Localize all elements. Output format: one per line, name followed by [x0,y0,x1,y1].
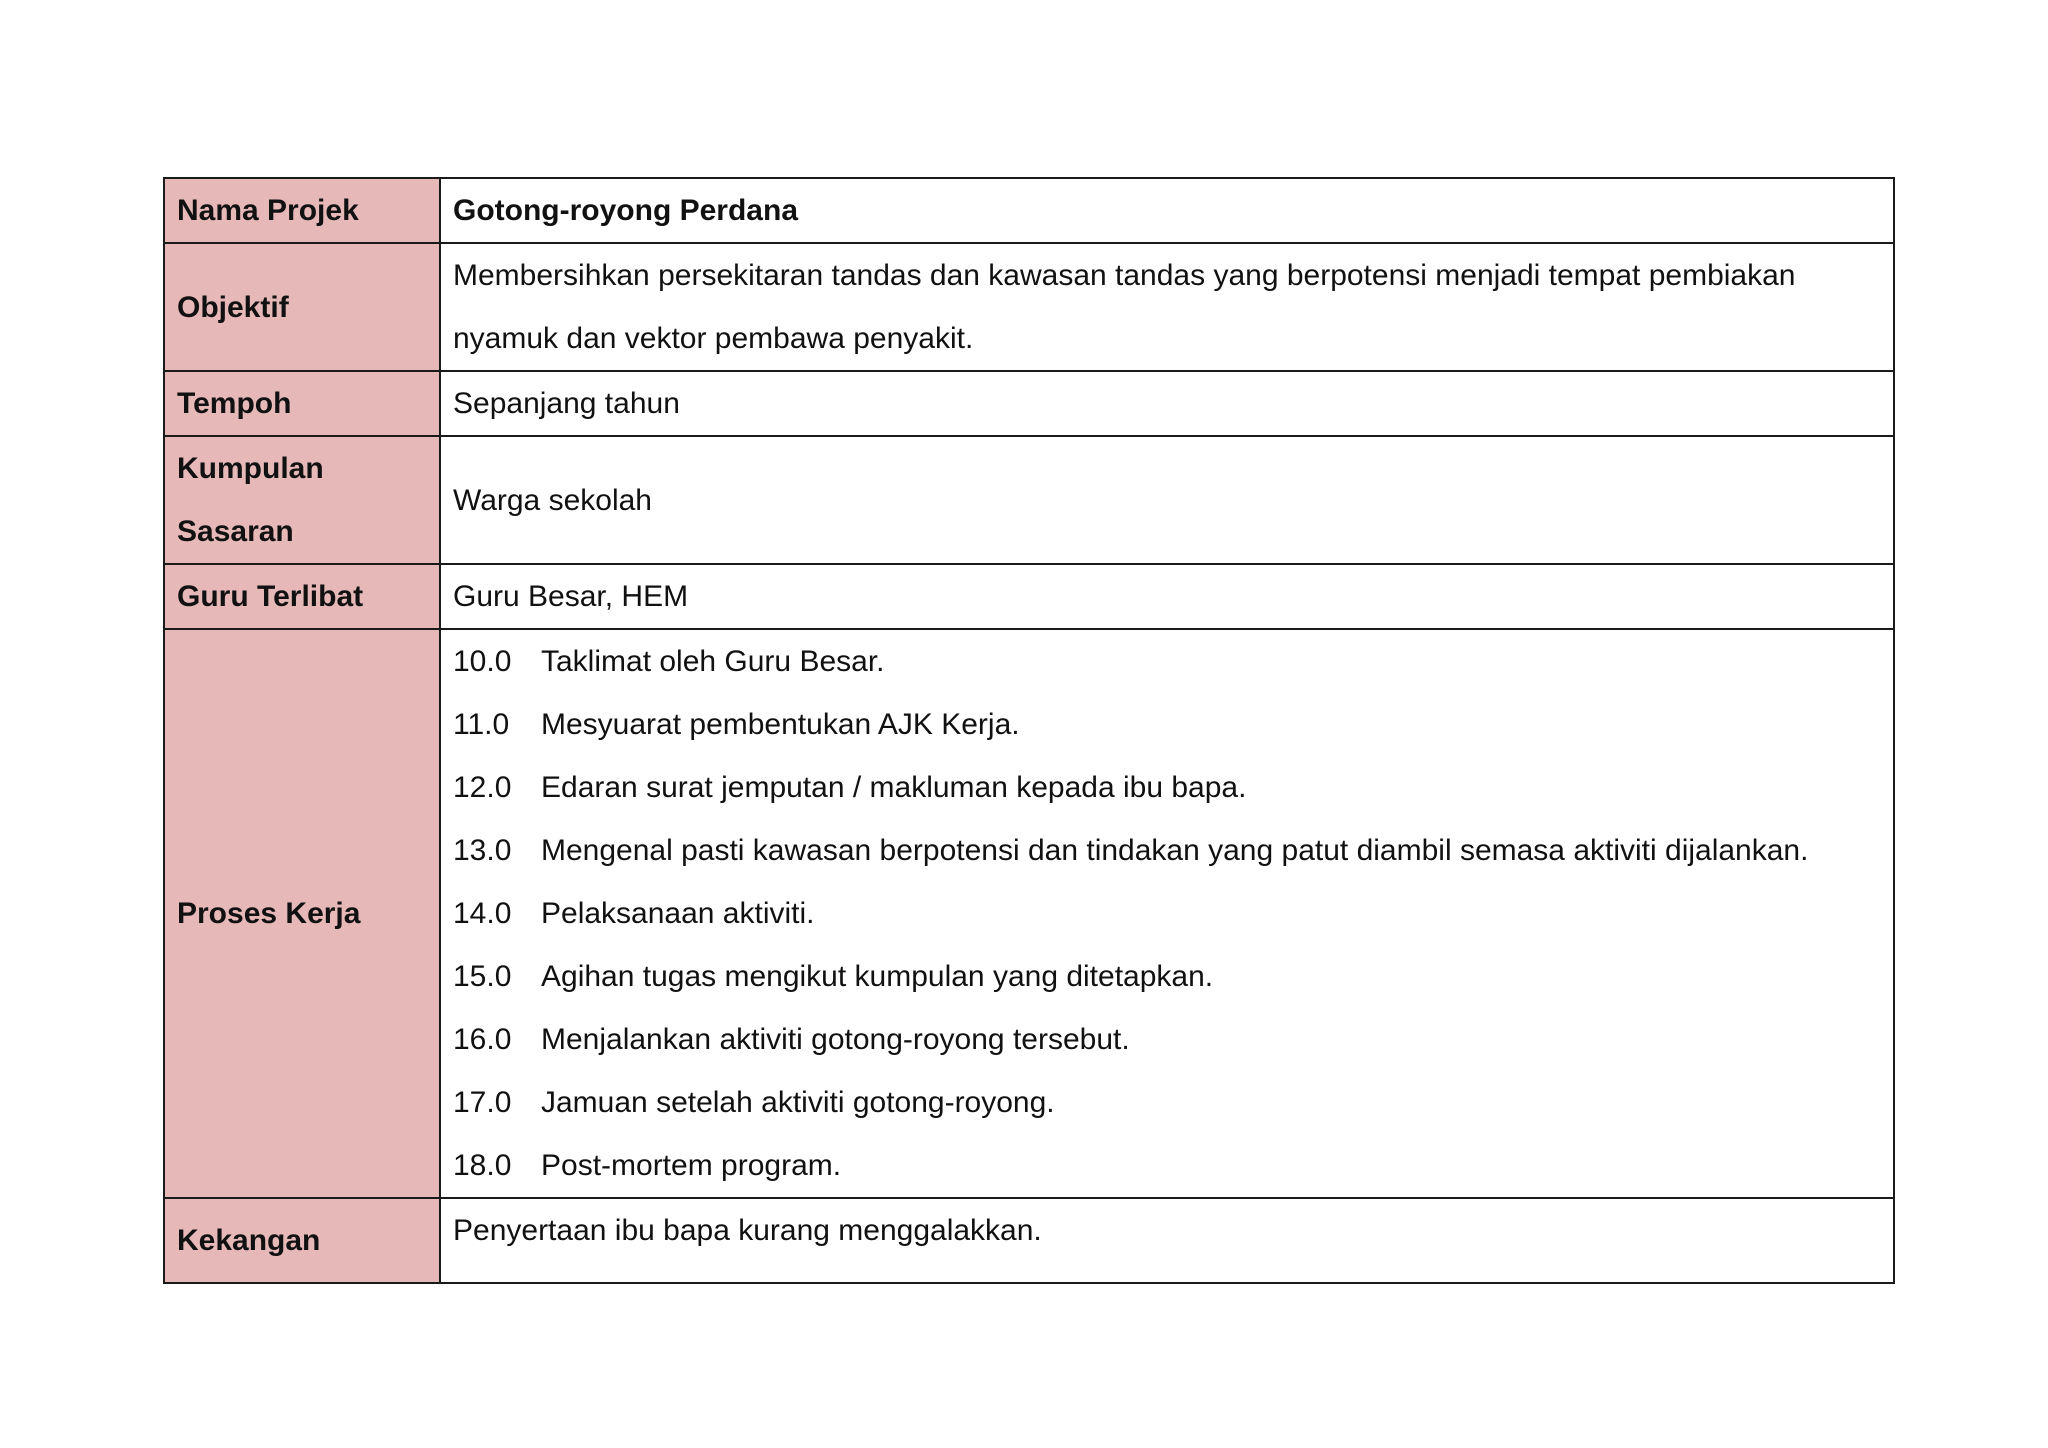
step-text: Edaran surat jemputan / makluman kepada ibu bapa. [541,771,1247,804]
step-number: 14.0 [453,897,512,930]
list-item [453,882,1881,945]
step-number: 11.0 [453,708,510,741]
step-text: Jamuan setelah aktiviti gotong-royong. [541,1086,1055,1119]
row-kumpulan-sasaran [164,436,1894,564]
step-number: 12.0 [453,771,512,804]
step-text: Pelaksanaan aktiviti. [541,897,815,930]
row-guru-terlibat [164,564,1894,629]
step-text: Mengenal pasti kawasan berpotensi dan tindakan yang patut diambil semasa aktiviti dijalankan. [541,834,1809,867]
value-tempoh: Sepanjang tahun [440,371,1894,436]
label-kumpulan-line1: Kumpulan [177,452,324,485]
label-tempoh: Tempoh [164,371,440,436]
row-nama-projek [164,178,1894,243]
step-text: Mesyuarat pembentukan AJK Kerja. [541,708,1020,741]
label-guru-terlibat: Guru Terlibat [164,564,440,629]
row-proses-kerja [164,629,1894,1198]
list-item [453,630,1881,693]
step-text: Post-mortem program. [541,1149,842,1182]
step-number: 13.0 [453,834,512,867]
label-nama-projek: Nama Projek [164,178,440,243]
step-text: Agihan tugas mengikut kumpulan yang ditetapkan. [541,960,1214,993]
list-item [453,945,1881,1008]
label-kekangan: Kekangan [164,1198,440,1283]
list-item [453,756,1881,819]
list-item [453,819,1881,882]
row-objektif [164,243,1894,371]
step-number: 16.0 [453,1023,512,1056]
label-kumpulan-sasaran [164,436,440,564]
value-kekangan: Penyertaan ibu bapa kurang menggalakkan. [440,1198,1894,1283]
project-info-table [163,177,1895,1284]
list-item [453,1008,1881,1071]
value-proses-kerja [440,629,1894,1198]
list-item [453,1134,1881,1197]
step-number: 15.0 [453,960,512,993]
label-proses-kerja: Proses Kerja [164,629,440,1198]
step-number: 18.0 [453,1149,512,1182]
row-kekangan [164,1198,1894,1283]
value-nama-projek: Gotong-royong Perdana [440,178,1894,243]
step-number: 17.0 [453,1086,512,1119]
value-guru-terlibat: Guru Besar, HEM [440,564,1894,629]
value-objektif: Membersihkan persekitaran tandas dan kawasan tandas yang berpotensi menjadi tempat pembiakan nyamuk dan vektor pembawa penyakit. [440,243,1894,371]
label-kumpulan-line2: Sasaran [177,515,294,548]
step-text: Taklimat oleh Guru Besar. [541,645,885,678]
list-item [453,1071,1881,1134]
proses-steps-list [453,630,1881,1197]
list-item [453,693,1881,756]
value-kumpulan-sasaran: Warga sekolah [440,436,1894,564]
step-number: 10.0 [453,645,512,678]
row-tempoh [164,371,1894,436]
label-objektif: Objektif [164,243,440,371]
step-text: Menjalankan aktiviti gotong-royong tersebut. [541,1023,1130,1056]
